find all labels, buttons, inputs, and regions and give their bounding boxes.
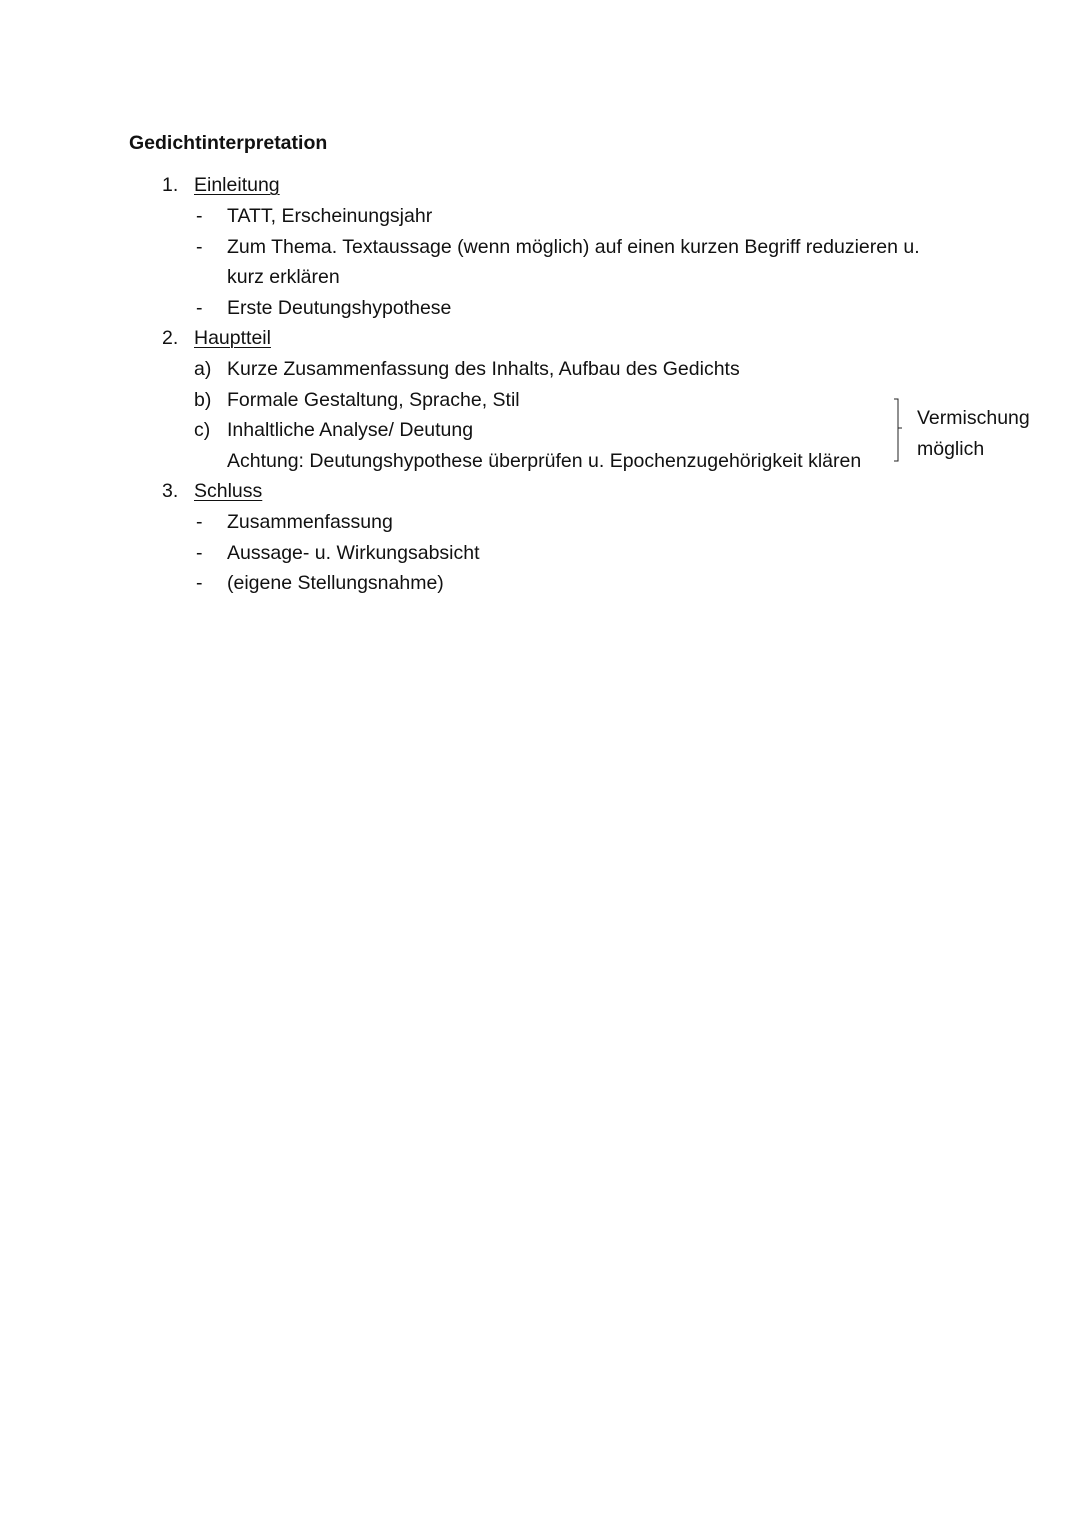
list-item: Inhaltliche Analyse/ Deutung (227, 419, 474, 441)
item-letter: c) (194, 419, 211, 441)
list-item: Zum Thema. Textaussage (wenn möglich) auf einen kurzen Begriff reduzieren u. (227, 236, 920, 258)
note-text: Achtung: Deutungshypothese überprüfen u. Epochenzugehörigkeit klären (227, 450, 862, 472)
section-heading: Schluss (194, 480, 263, 502)
bullet-dash: - (196, 542, 203, 564)
section-number: 1. (162, 174, 179, 196)
bullet-dash: - (196, 297, 203, 319)
side-note-line: möglich (917, 438, 985, 460)
list-item: TATT, Erscheinungsjahr (227, 205, 433, 227)
bullet-dash: - (196, 572, 203, 594)
list-item: Erste Deutungshypothese (227, 297, 452, 319)
bullet-dash: - (196, 236, 203, 258)
list-item: Zusammenfassung (227, 511, 393, 533)
list-item: (eigene Stellungsnahme) (227, 572, 444, 594)
item-letter: b) (194, 389, 212, 411)
bullet-dash: - (196, 205, 203, 227)
side-note-line: Vermischung (917, 407, 1030, 429)
section-heading: Hauptteil (194, 327, 271, 349)
list-item: Aussage- u. Wirkungsabsicht (227, 542, 480, 564)
bullet-dash: - (196, 511, 203, 533)
page-title: Gedichtinterpretation (129, 132, 328, 154)
brace-icon (893, 398, 903, 462)
section-number: 3. (162, 480, 179, 502)
section-number: 2. (162, 327, 179, 349)
item-letter: a) (194, 358, 212, 380)
section-heading: Einleitung (194, 174, 280, 196)
list-item: Formale Gestaltung, Sprache, Stil (227, 389, 520, 411)
list-item: Kurze Zusammenfassung des Inhalts, Aufbau des Gedichts (227, 358, 740, 380)
list-item-continuation: kurz erklären (227, 266, 340, 288)
